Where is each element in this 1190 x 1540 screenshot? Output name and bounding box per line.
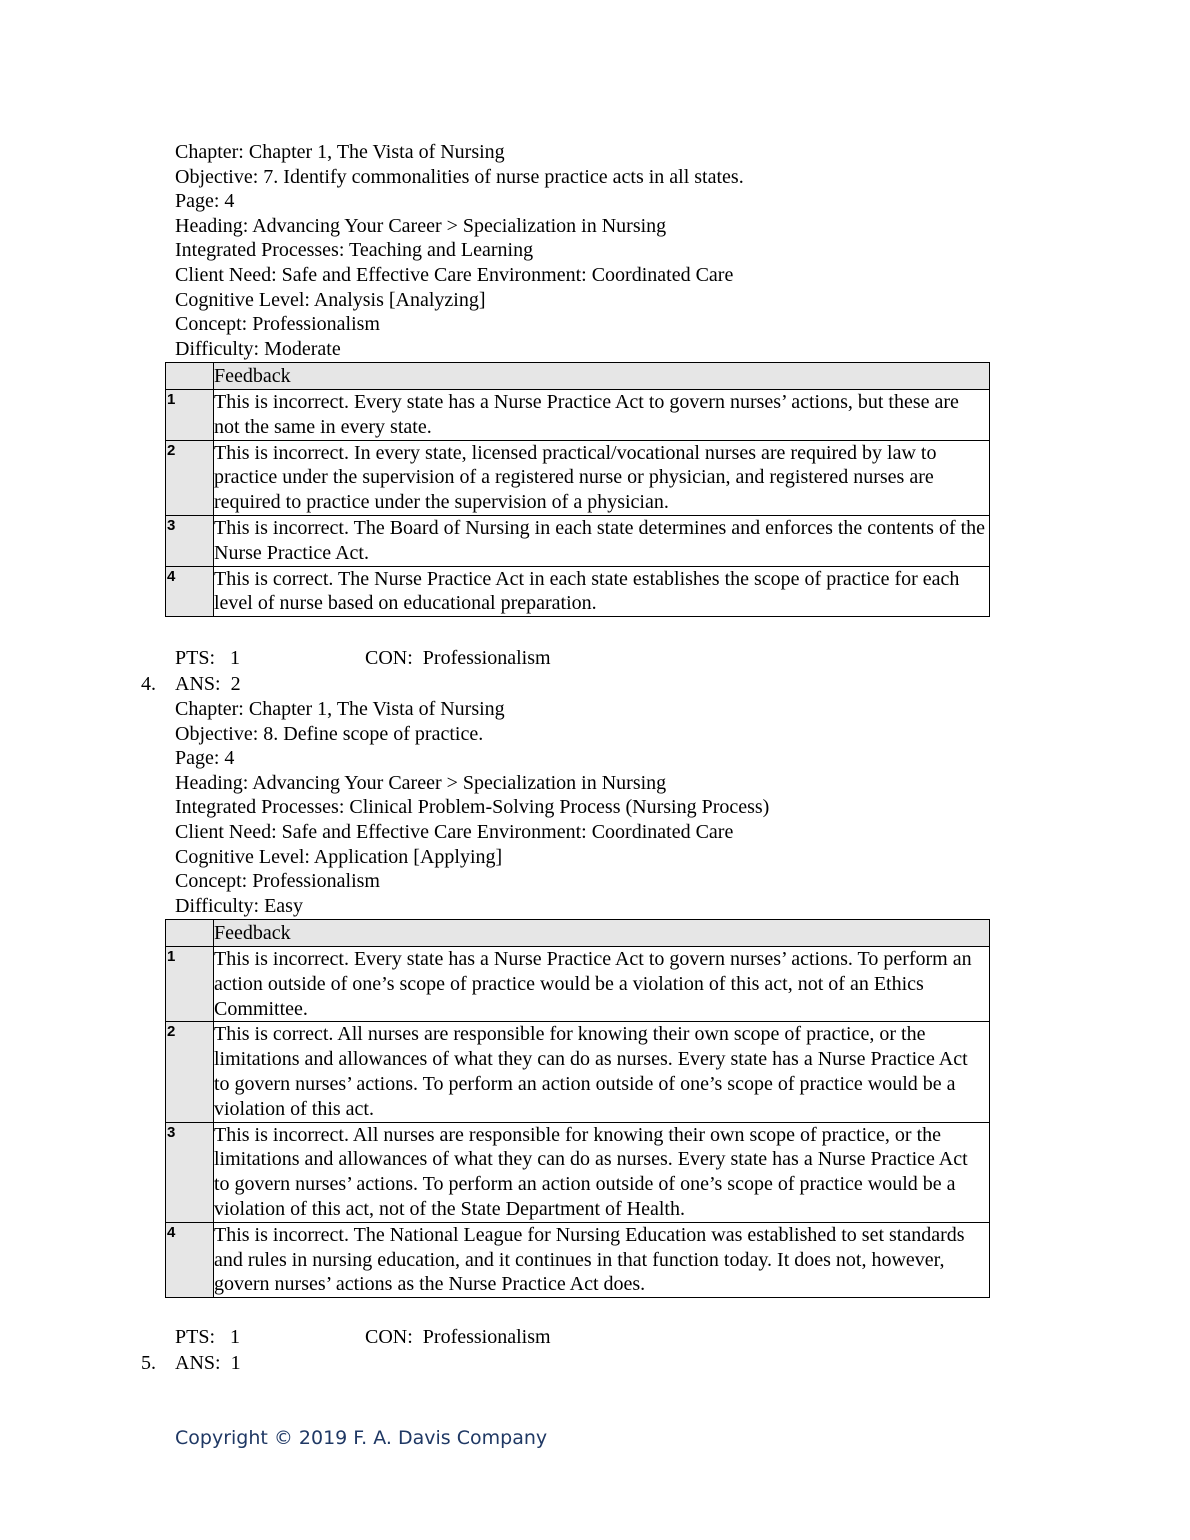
con-value: Professionalism xyxy=(422,1326,551,1348)
difficulty-line: Difficulty: Moderate xyxy=(175,337,341,360)
question-number: 5. xyxy=(141,1352,156,1374)
pts-value: 1 xyxy=(230,1326,241,1348)
question-3-metadata xyxy=(175,140,744,361)
header-blank-cell xyxy=(166,920,214,947)
client-need-line: Client Need: Safe and Effective Care Environment: Coordinated Care xyxy=(175,263,734,286)
cognitive-level-line: Cognitive Level: Analysis [Analyzing] xyxy=(175,288,486,311)
objective-line: Objective: 7. Identify commonalities of nurse practice acts in all states. xyxy=(175,165,744,188)
pts-label: PTS: 1 xyxy=(175,1326,241,1348)
row-text: This is incorrect. All nurses are responsible for knowing their own scope of practice, or the limitations and allowances of what they can do as nurses. Every state has a Nurse Practice Act to govern nurses’ actions. To perform an action outside of one’s scope of practice would be a violation of this act, not of the State Department of Health. xyxy=(214,1122,990,1222)
pts-value: 1 xyxy=(230,647,241,669)
row-number: 1 xyxy=(166,947,214,1022)
row-text: This is correct. All nurses are responsible for knowing their own scope of practice, or the limitations and allowances of what they can do as nurses. Every state has a Nurse Practice Act to govern nurses’ actions. To perform an action outside of one’s scope of practice would be a violation of this act. xyxy=(214,1022,990,1122)
cognitive-level-line: Cognitive Level: Application [Applying] xyxy=(175,845,503,868)
header-blank-cell xyxy=(166,363,214,390)
row-number: 4 xyxy=(166,566,214,617)
table-row xyxy=(166,1022,990,1122)
answer-value: 1 xyxy=(230,1352,241,1374)
chapter-line: Chapter: Chapter 1, The Vista of Nursing xyxy=(175,141,505,163)
concept-line: Concept: Professionalism xyxy=(175,313,380,336)
heading-line: Heading: Advancing Your Career > Specialization in Nursing xyxy=(175,771,667,794)
chapter-line: Chapter: Chapter 1, The Vista of Nursing xyxy=(175,698,505,720)
table-row xyxy=(166,1122,990,1222)
question-4-metadata xyxy=(175,697,769,918)
integrated-processes-line: Integrated Processes: Teaching and Learning xyxy=(175,239,534,262)
objective-line: Objective: 8. Define scope of practice. xyxy=(175,722,484,745)
difficulty-line: Difficulty: Easy xyxy=(175,894,303,917)
feedback-header-row xyxy=(166,363,990,390)
client-need-line: Client Need: Safe and Effective Care Environment: Coordinated Care xyxy=(175,820,734,843)
row-number: 1 xyxy=(166,390,214,441)
copyright-footer: Copyright © 2019 F. A. Davis Company xyxy=(175,1427,548,1449)
row-text: This is incorrect. Every state has a Nurse Practice Act to govern nurses’ actions. To perform an action outside of one’s scope of practice would be a violation of this act, not of an Ethics Committee. xyxy=(214,947,990,1022)
table-row xyxy=(166,390,990,441)
pts-label: PTS: 1 xyxy=(175,647,241,669)
feedback-table-question-4 xyxy=(165,919,990,1298)
feedback-header: Feedback xyxy=(214,920,990,947)
answer-label: ANS: 1 xyxy=(175,1352,241,1374)
table-row xyxy=(166,440,990,515)
con-label: CON: Professionalism xyxy=(365,1326,551,1348)
concept-line: Concept: Professionalism xyxy=(175,870,380,893)
heading-line: Heading: Advancing Your Career > Specialization in Nursing xyxy=(175,214,667,237)
table-row xyxy=(166,515,990,566)
table-row xyxy=(166,947,990,1022)
answer-label: ANS: 2 xyxy=(175,673,241,695)
integrated-processes-line: Integrated Processes: Clinical Problem-Solving Process (Nursing Process) xyxy=(175,796,770,819)
row-text: This is incorrect. In every state, licensed practical/vocational nurses are required by law to practice under the supervision of a registered nurse or physician, and registered nurses are required to practice under the supervision of a physician. xyxy=(214,440,990,515)
page-line: Page: 4 xyxy=(175,747,235,770)
row-number: 4 xyxy=(166,1222,214,1297)
con-value: Professionalism xyxy=(422,647,551,669)
feedback-table-question-3 xyxy=(165,362,990,617)
answer-value: 2 xyxy=(230,673,241,695)
row-number: 2 xyxy=(166,1022,214,1122)
feedback-header: Feedback xyxy=(214,363,990,390)
feedback-header-row xyxy=(166,920,990,947)
row-number: 2 xyxy=(166,440,214,515)
row-text: This is incorrect. The National League for Nursing Education was established to set standards and rules in nursing education, and it continues in that function today. It does not, however, govern nurses’ actions as the Nurse Practice Act does. xyxy=(214,1222,990,1297)
table-row xyxy=(166,566,990,617)
con-label: CON: Professionalism xyxy=(365,647,551,669)
page-line: Page: 4 xyxy=(175,190,235,213)
row-number: 3 xyxy=(166,1122,214,1222)
question-number: 4. xyxy=(141,673,156,695)
table-row xyxy=(166,1222,990,1297)
row-text: This is incorrect. Every state has a Nurse Practice Act to govern nurses’ actions, but these are not the same in every state. xyxy=(214,390,990,441)
row-text: This is incorrect. The Board of Nursing in each state determines and enforces the contents of the Nurse Practice Act. xyxy=(214,515,990,566)
row-text: This is correct. The Nurse Practice Act in each state establishes the scope of practice for each level of nurse based on educational preparation. xyxy=(214,566,990,617)
row-number: 3 xyxy=(166,515,214,566)
